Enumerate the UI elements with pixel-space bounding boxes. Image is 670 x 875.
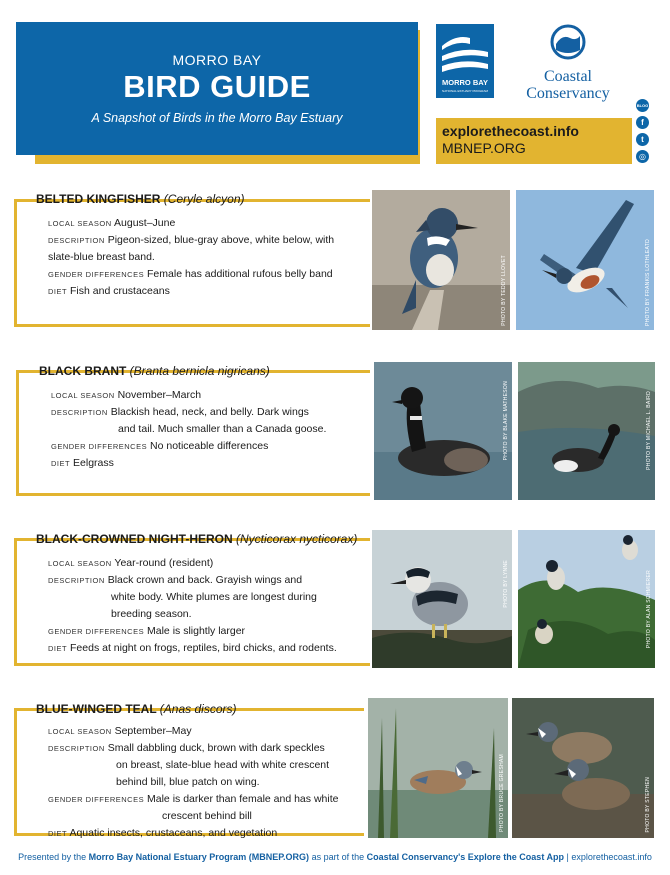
bird-card-blue-winged-teal: BLUE-WINGED TEAL (Anas discors) LOCAL SEASON September–May DESCRIPTION Small dabbling duck, brown with dark speckles on breast, slate-blue head with white crescent behind bill, blue patch on wing. GENDER DIFFERENCES Male is darker than female and has white crescent behind bill DIET Aquatic insects, crustaceans, and vegetation bbox=[36, 702, 366, 841]
photo-credit: PHOTO BY BRUCE GRESHAM bbox=[499, 754, 505, 832]
bird-name: BELTED KINGFISHER (Ceryle alcyon) bbox=[36, 192, 245, 206]
label-description: DESCRIPTION bbox=[48, 576, 105, 585]
teal-photo-grass bbox=[368, 698, 508, 838]
label-season: LOCAL SEASON bbox=[48, 559, 112, 568]
kingfisher-photo-flying bbox=[516, 190, 654, 330]
website-box bbox=[436, 118, 632, 164]
svg-text:NATIONAL ESTUARY PROGRAM: NATIONAL ESTUARY PROGRAM bbox=[442, 89, 488, 93]
brant-photo-rocks bbox=[518, 362, 655, 500]
footer-org-link[interactable]: Morro Bay National Estuary Program (MBNEP.ORG) bbox=[88, 852, 310, 862]
bird-card-belted-kingfisher: BELTED KINGFISHER (Ceryle alcyon) LOCAL SEASON August–June DESCRIPTION Pigeon-sized, blue-gray above, white below, with slate-blue breast band. GENDER DIFFERENCES Female has additional rufous belly band DIET Fish and crustaceans bbox=[36, 192, 366, 299]
blog-icon[interactable]: BLOG bbox=[636, 99, 649, 112]
org-site-link[interactable]: MBNEP.ORG bbox=[442, 140, 526, 156]
page-subtitle: A Snapshot of Birds in the Morro Bay Estuary bbox=[91, 111, 343, 125]
bird-card-night-heron: BLACK-CROWNED NIGHT-HERON (Nycticorax nycticorax) LOCAL SEASON Year-round (resident) DESCRIPTION Black crown and back. Grayish wings and white body. White plumes are longest during breeding season. GENDER DIFFERENCES Male is slightly larger DIET Feeds at night on frogs, reptiles, bird chicks, and rodents. bbox=[36, 532, 370, 656]
bird-card-black-brant: BLACK BRANT (Branta bernicla nigricans) LOCAL SEASON November–March DESCRIPTION Blackish head, neck, and belly. Dark wings and tail. Much smaller than a Canada goose. GENDER DIFFERENCES No noticeable differences DIET Eelgrass bbox=[39, 364, 369, 471]
photo-credit: PHOTO BY MICHAEL L. BAIRD bbox=[646, 391, 652, 470]
label-season: LOCAL SEASON bbox=[48, 219, 112, 228]
season-value: August–June bbox=[114, 217, 176, 229]
label-gender: GENDER DIFFERENCES bbox=[48, 270, 145, 279]
coastal-conservancy-logo bbox=[515, 24, 621, 102]
label-season: LOCAL SEASON bbox=[48, 727, 112, 736]
facebook-icon[interactable]: f bbox=[636, 116, 649, 129]
label-description: DESCRIPTION bbox=[48, 236, 105, 245]
cc-line-2: Conservancy bbox=[526, 85, 610, 102]
morro-bay-logo bbox=[436, 24, 494, 98]
label-gender: GENDER DIFFERENCES bbox=[48, 795, 145, 804]
footer-app-link[interactable]: Coastal Conservancy's Explore the Coast App bbox=[366, 852, 564, 862]
bird-name: BLACK-CROWNED NIGHT-HERON (Nycticorax nycticorax) bbox=[36, 532, 358, 546]
label-diet: DIET bbox=[48, 829, 68, 838]
heron-photo-tree bbox=[518, 530, 655, 668]
label-gender: GENDER DIFFERENCES bbox=[48, 627, 145, 636]
instagram-icon[interactable]: ◎ bbox=[636, 150, 649, 163]
bird-name: BLUE-WINGED TEAL (Anas discors) bbox=[36, 702, 237, 716]
label-gender: GENDER DIFFERENCES bbox=[51, 442, 148, 451]
photo-credit: PHOTO BY LYNNE bbox=[503, 560, 509, 608]
label-description: DESCRIPTION bbox=[51, 408, 108, 417]
website-link[interactable]: explorethecoast.info bbox=[442, 123, 579, 139]
photo-credit: PHOTO BY TEDDY LLOVET bbox=[501, 255, 507, 326]
footer: Presented by the Morro Bay National Estuary Program (MBNEP.ORG) as part of the Coastal Conservancy's Explore the Coast App | explorethecoast.info bbox=[18, 852, 652, 862]
teal-photo-pair bbox=[512, 698, 654, 838]
heron-photo-shore bbox=[372, 530, 512, 668]
label-season: LOCAL SEASON bbox=[51, 391, 115, 400]
page-title: BIRD GUIDE bbox=[123, 69, 311, 104]
twitter-icon[interactable]: t bbox=[636, 133, 649, 146]
header-supertitle: MORRO BAY bbox=[172, 52, 262, 68]
footer-site-link[interactable]: | explorethecoast.info bbox=[563, 852, 652, 862]
label-description: DESCRIPTION bbox=[48, 744, 105, 753]
photo-credit: PHOTO BY BLAKE MATHESON bbox=[503, 380, 509, 460]
cc-line-1: Coastal bbox=[544, 68, 592, 85]
brant-photo-swimming bbox=[374, 362, 512, 500]
photo-credit: PHOTO BY STEPHEN bbox=[645, 776, 651, 832]
photo-credit: PHOTO BY FRANKIS LOTHLEATD bbox=[645, 239, 651, 326]
svg-text:MORRO BAY: MORRO BAY bbox=[442, 78, 488, 87]
label-diet: DIET bbox=[48, 287, 68, 296]
kingfisher-photo-perched bbox=[372, 190, 510, 330]
bird-name: BLACK BRANT (Branta bernicla nigricans) bbox=[39, 364, 270, 378]
label-diet: DIET bbox=[51, 459, 71, 468]
photo-credit: PHOTO BY ALAN SCHMIERER bbox=[646, 569, 652, 648]
label-diet: DIET bbox=[48, 644, 68, 653]
header-banner bbox=[16, 22, 418, 155]
wave-icon bbox=[550, 24, 586, 60]
